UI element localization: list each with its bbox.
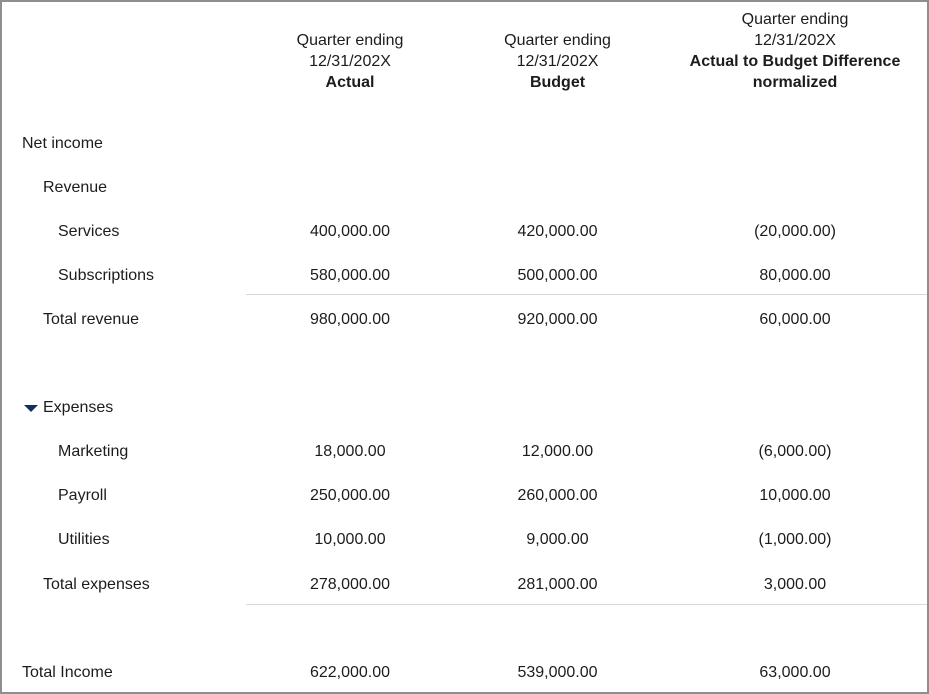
separator-above-total-revenue	[246, 294, 929, 295]
header-label: Budget	[529, 74, 586, 91]
row-label: Net income	[22, 135, 103, 152]
row-label: Services	[58, 223, 120, 240]
separator-below-total-expenses	[246, 604, 929, 605]
row-label: Marketing	[58, 443, 129, 460]
row-label: Total expenses	[43, 576, 150, 593]
table-row-expenses	[2, 394, 927, 422]
table-row-net-income	[2, 130, 927, 158]
expenses-section-header	[24, 394, 113, 422]
header-period: Quarter ending	[296, 32, 404, 49]
budget-value: 9,000.00	[526, 531, 589, 548]
header-period: Quarter ending	[741, 11, 849, 28]
difference-value: 3,000.00	[763, 576, 827, 593]
actual-value: 18,000.00	[314, 443, 386, 460]
actual-value: 400,000.00	[309, 223, 391, 240]
table-row-utilities	[2, 526, 927, 554]
table-row-revenue	[2, 174, 927, 202]
row-label: Payroll	[58, 487, 107, 504]
budget-value: 500,000.00	[517, 267, 598, 284]
header-date: 12/31/202X	[754, 32, 836, 49]
collapse-triangle-icon[interactable]	[24, 405, 38, 412]
difference-value: (20,000.00)	[754, 223, 836, 240]
header-date: 12/31/202X	[516, 53, 599, 70]
table-row-subscriptions	[2, 262, 927, 290]
budget-value: 420,000.00	[517, 223, 598, 240]
table-row-marketing	[2, 438, 927, 466]
actual-value: 980,000.00	[309, 311, 391, 328]
difference-value: (1,000.00)	[758, 531, 832, 548]
header-label: Actual	[325, 74, 375, 91]
row-label: Revenue	[43, 179, 108, 196]
difference-value: 80,000.00	[759, 267, 831, 284]
actual-value: 10,000.00	[314, 531, 386, 548]
difference-value: (6,000.00)	[758, 443, 832, 460]
table-row-payroll	[2, 482, 927, 510]
actual-value: 580,000.00	[309, 267, 391, 284]
header-label: Actual to Budget Difference	[689, 53, 901, 70]
budget-value: 920,000.00	[517, 311, 598, 328]
row-label: Subscriptions	[58, 267, 155, 284]
actual-value: 622,000.00	[309, 664, 391, 681]
difference-value: 63,000.00	[759, 664, 831, 681]
actual-value: 278,000.00	[309, 576, 391, 593]
row-label: Total Income	[22, 664, 113, 681]
column-header-actual	[246, 30, 454, 93]
row-label: Utilities	[58, 531, 110, 548]
header-period: Quarter ending	[504, 32, 611, 49]
budget-value: 539,000.00	[517, 664, 598, 681]
column-header-budget	[454, 30, 661, 93]
table-row-services	[2, 218, 927, 246]
header-date: 12/31/202X	[309, 53, 391, 70]
column-header-difference	[661, 9, 929, 93]
table-row-total-expenses	[2, 571, 927, 599]
row-label: Expenses	[43, 399, 114, 416]
difference-value: 10,000.00	[759, 487, 831, 504]
table-row-total-revenue	[2, 306, 927, 334]
header-label-2: normalized	[752, 74, 838, 91]
budget-value: 12,000.00	[521, 443, 594, 460]
difference-value: 60,000.00	[759, 311, 831, 328]
table-row-total-income	[2, 659, 927, 687]
budget-value: 281,000.00	[517, 576, 598, 593]
row-label: Total revenue	[43, 311, 140, 328]
budget-value: 260,000.00	[517, 487, 598, 504]
actual-value: 250,000.00	[309, 487, 391, 504]
